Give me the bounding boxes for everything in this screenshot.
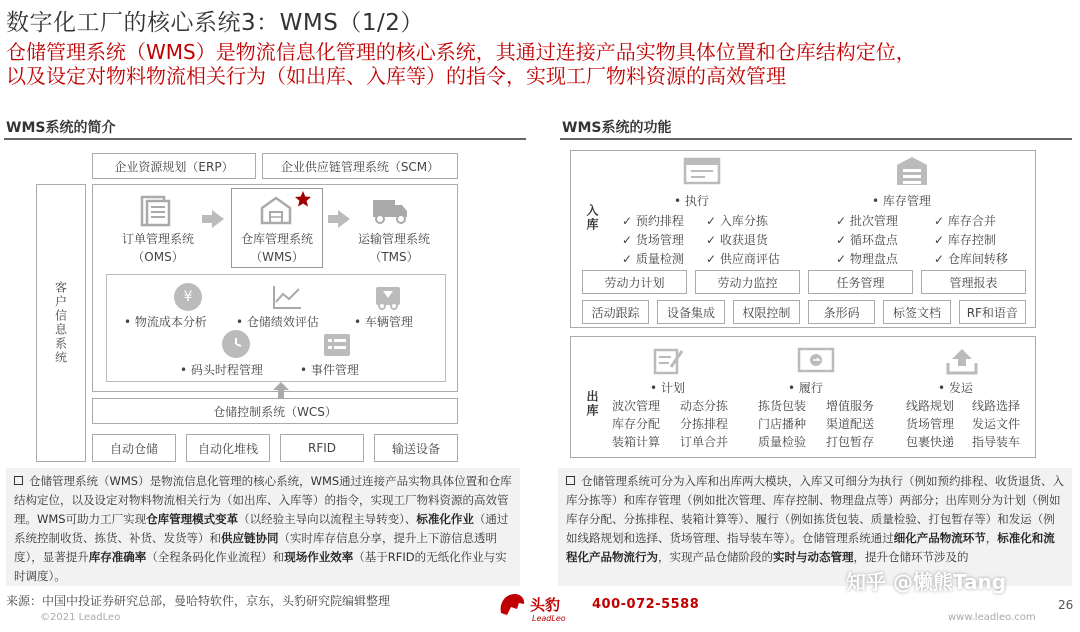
function-item: 线路选择 bbox=[972, 399, 1021, 413]
scm-box: 企业供应链管理系统（SCM） bbox=[262, 153, 458, 179]
function-item: 装箱计算 bbox=[612, 435, 661, 449]
truck-icon bbox=[370, 194, 410, 226]
wms-label: 仓库管理系统 bbox=[240, 232, 313, 246]
desc-text: （以经验主导向以流程主导转变）、 bbox=[238, 512, 417, 526]
function-item: 发运文件 bbox=[972, 417, 1021, 431]
fulfillment-screen-icon bbox=[796, 346, 836, 374]
plan-edit-icon bbox=[652, 346, 686, 376]
right-description-text bbox=[566, 474, 1064, 564]
upload-ship-icon bbox=[944, 346, 980, 376]
desc-text: （实时库存信息分享，提升上下游信息透明度），显著提升 bbox=[14, 531, 497, 564]
function-item: ✓ 库存控制 bbox=[934, 233, 996, 247]
star-icon bbox=[294, 190, 312, 208]
function-item: ✓ 批次管理 bbox=[836, 214, 898, 228]
warehouse-icon bbox=[258, 194, 294, 226]
browser-window-icon bbox=[682, 156, 722, 186]
function-item: 增值服务 bbox=[826, 399, 875, 413]
function-item: 打包暂存 bbox=[826, 435, 875, 449]
function-item: 质量检验 bbox=[758, 435, 807, 449]
inbound-label: 入库 bbox=[585, 204, 599, 232]
auto-storage-box: 自动仓储 bbox=[92, 434, 176, 462]
function-item: 订单合并 bbox=[680, 435, 729, 449]
desc-emphasis: 细化产品物流环节 bbox=[893, 531, 986, 545]
function-item: ✓ 库存合并 bbox=[934, 214, 996, 228]
function-box: 活动跟踪 bbox=[582, 300, 649, 324]
feature-performance: • 仓储绩效评估 bbox=[236, 315, 319, 329]
function-box: 条形码 bbox=[808, 300, 875, 324]
desc-emphasis: 现场作业效率 bbox=[284, 550, 354, 564]
arrow-wms-tms-shaft bbox=[328, 215, 338, 223]
phone-number: 400-072-5588 bbox=[592, 597, 700, 612]
conveyor-box: 输送设备 bbox=[374, 434, 458, 462]
perform-title: • 履行 bbox=[788, 381, 823, 395]
function-item: 渠道配送 bbox=[826, 417, 875, 431]
feature-cost-analysis: • 物流成本分析 bbox=[124, 315, 207, 329]
oms-label: 订单管理系统 bbox=[121, 232, 194, 246]
function-box: 设备集成 bbox=[657, 300, 724, 324]
function-item: ✓ 收获退货 bbox=[706, 233, 768, 247]
desc-text: 仓储管理系统可分为入库和出库两大模块，入库又可细分为执行（例如预约排程、收货退货、入库分拣等）和库存管理（例如批次管理、库存控制、物理盘点等）两部分；出库则分为计划（例如库存分配、分拣排程、装箱计算等）、履行（例如拣货包装、质量检验、打包暂存等）和发运（例如线路规划和选择、货场管理、指导装车等）。仓储管理系统通过 bbox=[566, 474, 1064, 545]
exec-title: • 执行 bbox=[674, 194, 709, 208]
plan-title: • 计划 bbox=[650, 381, 685, 395]
copyright: ©2021 LeadLeo bbox=[40, 612, 121, 623]
function-box: 劳动力计划 bbox=[582, 270, 687, 294]
tms-abbr: （TMS） bbox=[369, 250, 419, 264]
function-item: 波次管理 bbox=[612, 399, 661, 413]
function-item: ✓ 货场管理 bbox=[622, 233, 684, 247]
source-note: 来源：中国中投证券研究总部，曼哈特软件，京东，头豹研究院编辑整理 bbox=[6, 594, 391, 608]
left-divider bbox=[4, 138, 526, 140]
desc-emphasis: 仓库管理模式变革 bbox=[146, 512, 239, 526]
desc-emphasis: 标准化和流程化产品物流行为 bbox=[566, 531, 1055, 564]
watermark: 知乎 @懒熊Tang bbox=[846, 570, 1007, 594]
function-item: 货场管理 bbox=[906, 417, 955, 431]
rfid-box: RFID bbox=[280, 434, 364, 462]
function-item: 门店播种 bbox=[758, 417, 807, 431]
subtitle-line-2: 以及设定对物料物流相关行为（如出库、入库等）的指令，实现工厂物料资源的高效管理 bbox=[6, 64, 786, 88]
desc-text: ，实现产品仓储阶段的 bbox=[658, 550, 773, 564]
function-item: 库存分配 bbox=[612, 417, 661, 431]
bullet-square-icon bbox=[566, 476, 575, 485]
function-item: 包裹快递 bbox=[906, 435, 955, 449]
outbound-label: 出库 bbox=[585, 390, 599, 418]
subtitle-line-1: 仓储管理系统（WMS）是物流信息化管理的核心系统，其通过连接产品实物具体位置和仓库结构定位， bbox=[6, 40, 916, 64]
desc-text: （全程条码化作业流程）和 bbox=[146, 550, 285, 564]
warehouse-shelves-icon bbox=[894, 154, 930, 188]
desc-text: （基于RFID的无纸化作业与实时调度）。 bbox=[14, 550, 507, 583]
function-item: 分拣排程 bbox=[680, 417, 729, 431]
function-item: 拣货包装 bbox=[758, 399, 807, 413]
feature-vehicle: • 车辆管理 bbox=[354, 315, 413, 329]
desc-emphasis: 供应链协同 bbox=[221, 531, 279, 545]
function-item: ✓ 仓库间转移 bbox=[934, 252, 1008, 266]
desc-text: ， bbox=[985, 531, 998, 545]
left-section-header: WMS系统的简介 bbox=[6, 120, 116, 136]
function-item: ✓ 循环盘点 bbox=[836, 233, 898, 247]
page-subtitle bbox=[6, 40, 1076, 88]
desc-emphasis: 标准化作业 bbox=[416, 512, 474, 526]
leadleo-logo-icon bbox=[496, 590, 528, 620]
right-section-header: WMS系统的功能 bbox=[562, 120, 672, 136]
website: www.leadleo.com bbox=[948, 612, 1036, 623]
wms-abbr: （WMS） bbox=[250, 250, 304, 264]
desc-text: 仓储管理系统（WMS）是物流信息化管理的核心系统，WMS通过连接产品实物具体位置和仓库结构定位，以及设定对物料物流相关行为（如出库、入库等）的指令，实现工厂物料资源的高效管理。WMS可助力工厂实现 bbox=[14, 474, 512, 526]
wcs-box: 仓储控制系统（WCS） bbox=[92, 398, 458, 424]
function-item: ✓ 入库分拣 bbox=[706, 214, 768, 228]
left-description-text bbox=[14, 474, 512, 583]
document-list-icon bbox=[138, 194, 174, 228]
oms-abbr: （OMS） bbox=[132, 250, 184, 264]
tms-label: 运输管理系统 bbox=[357, 232, 430, 246]
auto-stack-box: 自动化堆栈 bbox=[186, 434, 270, 462]
desc-text: （通过系统控制收货、拣货、补货、发货等）和 bbox=[14, 512, 509, 545]
brand-en: LeadLeo bbox=[532, 614, 566, 623]
vehicle-icon bbox=[372, 283, 404, 311]
right-divider bbox=[560, 138, 1072, 140]
function-item: 动态分拣 bbox=[680, 399, 729, 413]
page-title: 数字化工厂的核心系统3：WMS（1/2） bbox=[6, 10, 424, 36]
desc-text: ，提升仓储环节涉及的 bbox=[853, 550, 969, 564]
function-box: 劳动力监控 bbox=[695, 270, 800, 294]
feature-dock-schedule: • 码头时程管理 bbox=[180, 363, 263, 377]
function-box: RF和语音 bbox=[959, 300, 1026, 324]
crm-box: 客户信息系统 bbox=[36, 184, 86, 462]
arrow-oms-wms-shaft bbox=[202, 215, 212, 223]
feature-event: • 事件管理 bbox=[300, 363, 359, 377]
desc-emphasis: 库存准确率 bbox=[88, 550, 147, 564]
function-box: 权限控制 bbox=[733, 300, 800, 324]
event-list-icon bbox=[322, 332, 352, 358]
function-item: ✓ 物理盘点 bbox=[836, 252, 898, 266]
function-item: ✓ 供应商评估 bbox=[706, 252, 780, 266]
inventory-title: • 库存管理 bbox=[872, 194, 931, 208]
erp-box: 企业资源规划（ERP） bbox=[92, 153, 256, 179]
function-item: ✓ 预约排程 bbox=[622, 214, 684, 228]
function-box: 任务管理 bbox=[808, 270, 913, 294]
arrow-oms-wms bbox=[212, 210, 224, 228]
arrow-wms-tms bbox=[338, 210, 350, 228]
function-item: ✓ 质量检测 bbox=[622, 252, 684, 266]
clock-icon bbox=[222, 330, 250, 358]
function-box: 标签文档 bbox=[883, 300, 950, 324]
ship-title: • 发运 bbox=[938, 381, 973, 395]
function-item: 指导装车 bbox=[972, 435, 1021, 449]
function-item: 线路规划 bbox=[906, 399, 955, 413]
function-box: 管理报表 bbox=[921, 270, 1026, 294]
money-bag-icon: ¥ bbox=[174, 283, 202, 311]
desc-emphasis: 实时与动态管理 bbox=[773, 550, 854, 564]
bullet-square-icon bbox=[14, 476, 23, 485]
left-description bbox=[6, 468, 520, 586]
page-number: 26 bbox=[1058, 598, 1074, 612]
brand-cn: 头豹 bbox=[530, 596, 561, 614]
line-chart-icon bbox=[270, 283, 304, 311]
